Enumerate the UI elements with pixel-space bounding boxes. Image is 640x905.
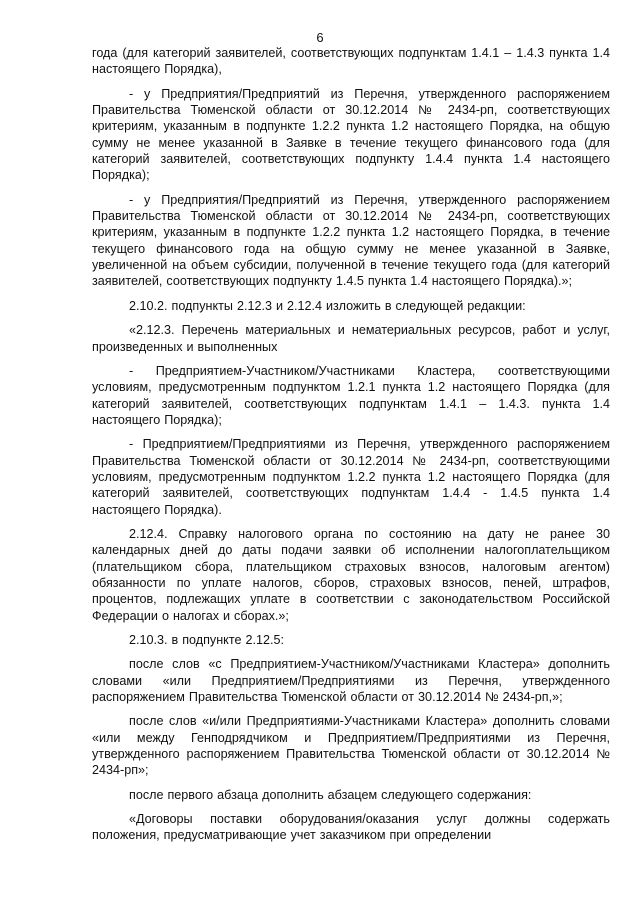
paragraph: - у Предприятия/Предприятий из Перечня, утвержденного распоряжением Правительства Тюменской области от 30.12.2014 № 2434-рп, соответствующих критериям, указанным в подпункте 1.2.2 пункта 1.2 настоящего Порядка, в течение текущего финансового года на общую сумму не менее указанной в Заявке, увеличенной на объем субсидии, полученной в течение текущего года (для категорий заявителей, соответствующих подпункту 1.4.5 пункта 1.4 настоящего Порядка).»; [92,192,610,289]
paragraph: - Предприятием/Предприятиями из Перечня, утвержденного распоряжением Правительства Тюменской области от 30.12.2014 № 2434-рп, соответствующими условиям, предусмотренным подпунктом 1.2.2 пункта 1.2 настоящего Порядка (для категорий заявителей, соответствующих подпунктам 1.4.4 - 1.4.5 пункта 1.4 настоящего Порядка). [92,437,610,517]
paragraph: после слов «с Предприятием-Участником/Участниками Кластера» дополнить словами «или Предприятием/Предприятиями из Перечня, утвержденного распоряжением Правительства Тюменской области от 30.12.2014 № 2434-рп,»; [92,657,610,705]
page-number: 6 [316,30,324,45]
paragraph: 2.10.2. подпункты 2.12.3 и 2.12.4 изложить в следующей редакции: [129,298,526,313]
paragraph: 2.12.4. Справку налогового органа по состоянию на дату не ранее 30 календарных дней до даты подачи заявки об исполнении налогоплательщиком (плательщиком сбора, плательщиком страховых взносов, налоговым агентом) обязанности по уплате налогов, сборов, страховых взносов, пеней, штрафов, процентов, подлежащих уплате в соответствии с законодательством Российской Федерации о налогах и сборах.»; [92,526,610,623]
paragraph: после первого абзаца дополнить абзацем следующего содержания: [129,787,532,802]
paragraph: - у Предприятия/Предприятий из Перечня, утвержденного распоряжением Правительства Тюменской области от 30.12.2014 № 2434-рп, соответствующих критериям, указанным в подпункте 1.2.2 пункта 1.2 настоящего Порядка, на общую сумму не менее указанной в Заявке в течение текущего финансового года (для категорий заявителей, соответствующих подпункту 1.4.4 пункта 1.4 настоящего Порядка); [92,86,610,183]
paragraph: года (для категорий заявителей, соответствующих подпунктам 1.4.1 – 1.4.3 пункта 1.4 настоящего Порядка), [92,46,610,77]
paragraph: «2.12.3. Перечень материальных и нематериальных ресурсов, работ и услуг, произведенных и выполненных [92,323,610,354]
paragraph: - Предприятием-Участником/Участниками Кластера, соответствующими условиям, предусмотренным подпунктом 1.2.1 пункта 1.2 настоящего Порядка (для категорий заявителей, соответствующих подпунктам 1.4.1 – 1.4.3. пункта 1.4 настоящего Порядка); [92,363,610,427]
paragraph: после слов «и/или Предприятиями-Участниками Кластера» дополнить словами «или между Генподрядчиком и Предприятием/Предприятиями из Перечня, утвержденного распоряжением Правительства Тюменской области от 30.12.2014 № 2434-рп»; [92,714,610,778]
paragraph: «Договоры поставки оборудования/оказания услуг должны содержать положения, предусматривающие учет заказчиком при определении [92,812,610,843]
document-body [92,45,610,852]
paragraph: 2.10.3. в подпункте 2.12.5: [129,633,284,647]
